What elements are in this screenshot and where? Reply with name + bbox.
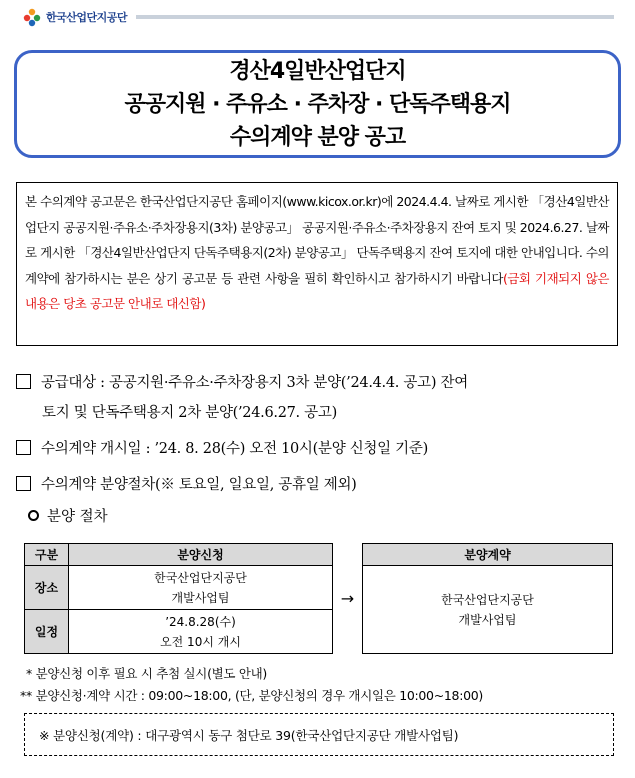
table-header-contract: 분양계약: [363, 544, 613, 566]
contract-cell: [363, 566, 613, 654]
header-logo: [22, 6, 127, 28]
apply-date-line-1: ’24.8.28(수): [165, 614, 236, 629]
right-arrow-icon: →: [340, 589, 355, 608]
supply-line-2: 토지 및 단독주택용지 2차 분양(’24.6.27. 공고): [42, 405, 337, 421]
checkbox-square-icon: [16, 476, 31, 491]
table-header-apply: 분양신청: [69, 544, 333, 566]
arrow-cell: [333, 544, 363, 654]
procedure-text: 수의계약 분양절차(※ 토요일, 일요일, 공휴일 제외): [41, 477, 357, 493]
checkbox-square-icon: [16, 374, 31, 389]
apply-place-cell: [69, 566, 333, 610]
sub-heading-text: 분양 절차: [47, 509, 108, 525]
procedure-table: [24, 543, 613, 654]
circle-bullet-icon: [28, 510, 39, 521]
row-label-date: 일정: [25, 610, 69, 654]
supply-item-cont: [16, 398, 337, 428]
header-divider: [136, 15, 614, 19]
table-row: [25, 566, 613, 610]
table-header-category: 구분: [25, 544, 69, 566]
apply-date-line-2: 오전 10시 개시: [160, 634, 241, 649]
title-line-2: 공공지원 · 주유소 · 주차장 · 단독주택용지: [124, 91, 511, 117]
contact-text: ※ 분양신청(계약) : 대구광역시 동구 첨단로 39(한국산업단지공단 개발사업팀): [39, 727, 459, 743]
title-line-3: 수의계약 분양 공고: [229, 124, 406, 150]
title-line-1: 경산4일반산업단지: [229, 58, 406, 84]
procedure-item: [16, 470, 357, 500]
start-text: 수의계약 개시일 : ’24. 8. 28(수) 오전 10시(분양 신청일 기준): [41, 441, 428, 457]
contract-line-2: 개발사업팀: [458, 612, 517, 627]
apply-place-line-1: 한국산업단지공단: [154, 570, 247, 585]
notice-box: [16, 182, 618, 346]
contact-box: [24, 713, 614, 756]
row-label-place: 장소: [25, 566, 69, 610]
table-header-row: [25, 544, 613, 566]
title-box: [14, 50, 621, 158]
notice-text: 본 수의계약 공고문은 한국산업단지공단 홈페이지(www.kicox.or.kr)에 2024.4.4. 날짜로 게시한 「경산4일반산업단지 공공지원·주유소·주차장용지(3차) 분양공고」 공공지원·주유소·주차장용지 잔여 토지 및 2024.6.27. 날짜로 게시한 「경산4일반산업단지 단독주택용지(2차) 분양공고」 단독주택용지 잔여 토지에 대한 안내입니다. 수의계약에 참가하시는 분은 상기 공고문 등 관련 사항을 필히 확인하시고 참가하시기 바랍니다: [25, 194, 609, 286]
supply-line-1: 공급대상 : 공공지원·주유소·주차장용지 3차 분양(’24.4.4. 공고) 잔여: [41, 375, 468, 391]
footnote-1: * 분양신청 이후 필요 시 추첨 실시(별도 안내): [26, 666, 267, 681]
apply-place-line-2: 개발사업팀: [171, 590, 230, 605]
start-item: [16, 434, 428, 464]
kicox-leaf-logo-icon: [22, 7, 42, 27]
org-name: 한국산업단지공단: [46, 11, 128, 24]
sub-heading: [28, 504, 108, 530]
apply-date-cell: [69, 610, 333, 654]
contract-line-1: 한국산업단지공단: [441, 592, 534, 607]
checkbox-square-icon: [16, 440, 31, 455]
notice-paragraph: [25, 189, 609, 317]
supply-item: [16, 368, 468, 398]
notice-red-text: (금회 기재되지 않은 내용은 당초 공고문 안내로 대신함): [25, 270, 609, 311]
footnote-2: ** 분양신청·계약 시간 : 09:00~18:00, (단, 분양신청의 경우 개시일은 10:00~18:00): [20, 688, 483, 703]
